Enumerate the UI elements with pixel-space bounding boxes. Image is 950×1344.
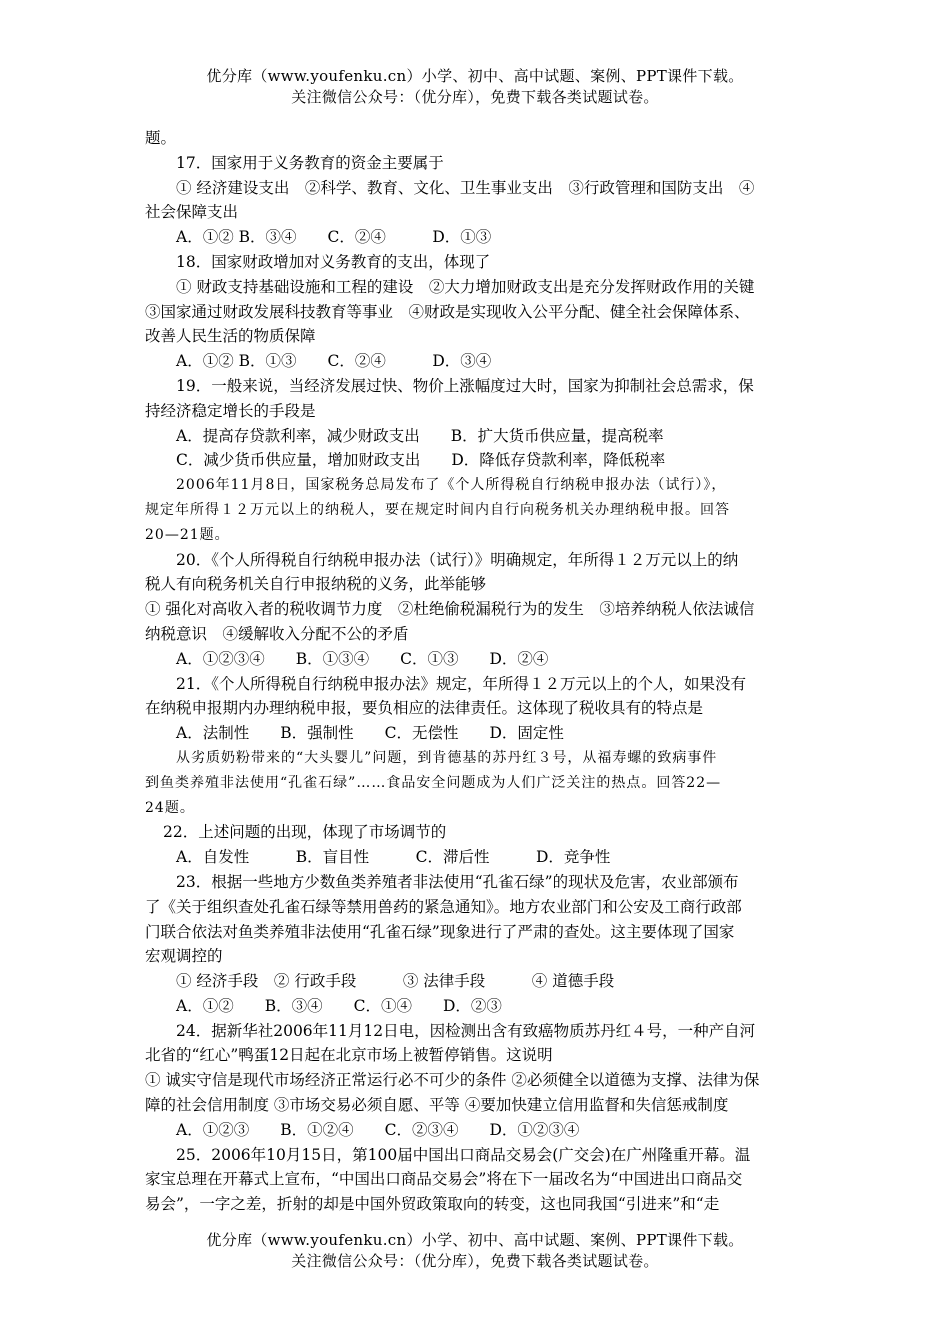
q24-answers: A．①②③ B．①②④ C．②③④ D．①②③④ bbox=[176, 1120, 580, 1139]
q17-options-line-2: 社会保障支出 bbox=[145, 203, 239, 222]
question-23-line-1: 23．根据一些地方少数鱼类养殖者非法使用“孔雀石绿”的现状及危害，农业部颁布 bbox=[176, 872, 739, 891]
question-22: 22．上述问题的出现，体现了市场调节的 bbox=[163, 823, 447, 842]
material-2-line-1: 从劣质奶粉带来的“大头婴儿”问题，到肯德基的苏丹红３号，从福寿螺的致病事件 bbox=[176, 749, 718, 766]
question-18: 18．国家财政增加对义务教育的支出，体现了 bbox=[176, 252, 491, 271]
q17-options-line-1: ① 经济建设支出 ②科学、教育、文化、卫生事业支出 ③行政管理和国防支出 ④ bbox=[176, 178, 755, 197]
q23-options: ① 经济手段 ② 行政手段 ③ 法律手段 ④ 道德手段 bbox=[176, 972, 615, 991]
question-19-line-2: 持经济稳定增长的手段是 bbox=[145, 401, 316, 420]
q24-options-line-2: 障的社会信用制度 ③市场交易必须自愿、平等 ④要加快建立信用监督和失信惩戒制度 bbox=[145, 1096, 729, 1115]
question-25-line-1: 25．2006年10月15日，第100届中国出口商品交易会(广交会)在广州隆重开幕。温 bbox=[176, 1145, 751, 1164]
material-2-line-2: 到鱼类养殖非法使用“孔雀石绿”……食品安全问题成为人们广泛关注的热点。回答22— bbox=[145, 774, 722, 791]
q20-options-line-2: 纳税意识 ④缓解收入分配不公的矛盾 bbox=[145, 624, 409, 643]
q22-answers: A．自发性 B．盲目性 C．滞后性 D．竞争性 bbox=[176, 848, 611, 867]
q19-answers-ab: A．提高存贷款利率，减少财政支出 B．扩大货币供应量，提高税率 bbox=[176, 426, 664, 445]
material-1-line-2: 规定年所得１２万元以上的纳税人，要在规定时间内自行向税务机关办理纳税申报。回答 bbox=[145, 501, 730, 518]
header-line-1: 优分库（www.youfenku.cn）小学、初中、高中试题、案例、PPT课件下载。 bbox=[206, 67, 744, 85]
q21-answers: A．法制性 B．强制性 C．无偿性 D．固定性 bbox=[176, 724, 564, 743]
question-19-line-1: 19．一般来说，当经济发展过快、物价上涨幅度过大时，国家为抑制社会总需求，保 bbox=[176, 376, 754, 395]
q18-options-line-3: 改善人民生活的物质保障 bbox=[145, 327, 316, 346]
question-20-line-2: 税人有向税务机关自行申报纳税的义务，此举能够 bbox=[145, 575, 487, 594]
question-20-line-1: 20．《个人所得税自行纳税申报办法（试行）》明确规定，年所得１２万元以上的纳 bbox=[176, 550, 739, 569]
q24-options-line-1: ① 诚实守信是现代市场经济正常运行必不可少的条件 ②必须健全以道德为支撑、法律为保 bbox=[145, 1071, 760, 1090]
question-23-line-2: 了《关于组织查处孔雀石绿等禁用兽药的紧急通知》。地方农业部门和公安及工商行政部 bbox=[145, 897, 742, 916]
exam-content bbox=[145, 126, 810, 1217]
footer-line-2: 关注微信公众号：（优分库），免费下载各类试题试卷。 bbox=[291, 1252, 659, 1270]
q17-answers: A．①② B．③④ C．②④ D．①③ bbox=[176, 228, 492, 247]
q18-options-line-2: ③国家通过财政发展科技教育等事业 ④财政是实现收入公平分配、健全社会保障体系、 bbox=[145, 302, 750, 321]
material-1-line-1: 2006年11月8日，国家税务总局发布了《个人所得税自行纳税申报办法（试行）》， bbox=[176, 477, 727, 494]
q18-answers: A．①② B．①③ C．②④ D．③④ bbox=[176, 352, 492, 371]
q19-answers-cd: C．减少货币供应量，增加财政支出 D．降低存贷款利率，降低税率 bbox=[176, 451, 666, 470]
material-1-line-3: 20—21题。 bbox=[145, 526, 230, 543]
text-line: 题。 bbox=[145, 129, 177, 147]
material-2-line-3: 24题。 bbox=[145, 799, 195, 816]
q18-options-line-1: ① 财政支持基础设施和工程的建设 ②大力增加财政支出是充分发挥财政作用的关键 bbox=[176, 277, 755, 296]
question-24-line-2: 北省的“红心”鸭蛋12日起在北京市场上被暂停销售。这说明 bbox=[145, 1046, 553, 1065]
question-24-line-1: 24．据新华社2006年11月12日电，因检测出含有致癌物质苏丹红４号，一种产自河 bbox=[176, 1021, 756, 1040]
footer-line-1: 优分库（www.youfenku.cn）小学、初中、高中试题、案例、PPT课件下载。 bbox=[206, 1231, 744, 1249]
question-25-line-3: 易会”，一字之差，折射的却是中国外贸政策取向的转变，这也同我国“引进来”和“走 bbox=[145, 1195, 720, 1214]
question-17: 17．国家用于义务教育的资金主要属于 bbox=[176, 153, 444, 172]
question-21-line-2: 在纳税申报期内办理纳税申报，要负相应的法律责任。这体现了税收具有的特点是 bbox=[145, 699, 704, 718]
question-23-line-4: 宏观调控的 bbox=[145, 947, 223, 966]
q20-options-line-1: ① 强化对高收入者的税收调节力度 ②杜绝偷税漏税行为的发生 ③培养纳税人依法诚信 bbox=[145, 600, 755, 619]
q20-answers: A．①②③④ B．①③④ C．①③ D．②④ bbox=[176, 649, 549, 668]
page-header bbox=[0, 66, 950, 108]
q23-answers: A．①② B．③④ C．①④ D．②③ bbox=[176, 996, 502, 1015]
header-line-2: 关注微信公众号：（优分库），免费下载各类试题试卷。 bbox=[291, 88, 659, 106]
page-footer bbox=[0, 1230, 950, 1272]
question-23-line-3: 门联合依法对鱼类养殖非法使用“孔雀石绿”现象进行了严肃的查处。这主要体现了国家 bbox=[145, 922, 735, 941]
question-25-line-2: 家宝总理在开幕式上宣布，“中国出口商品交易会”将在下一届改名为“中国进出口商品交 bbox=[145, 1170, 743, 1189]
question-21-line-1: 21．《个人所得税自行纳税申报办法》规定，年所得１２万元以上的个人，如果没有 bbox=[176, 674, 746, 693]
